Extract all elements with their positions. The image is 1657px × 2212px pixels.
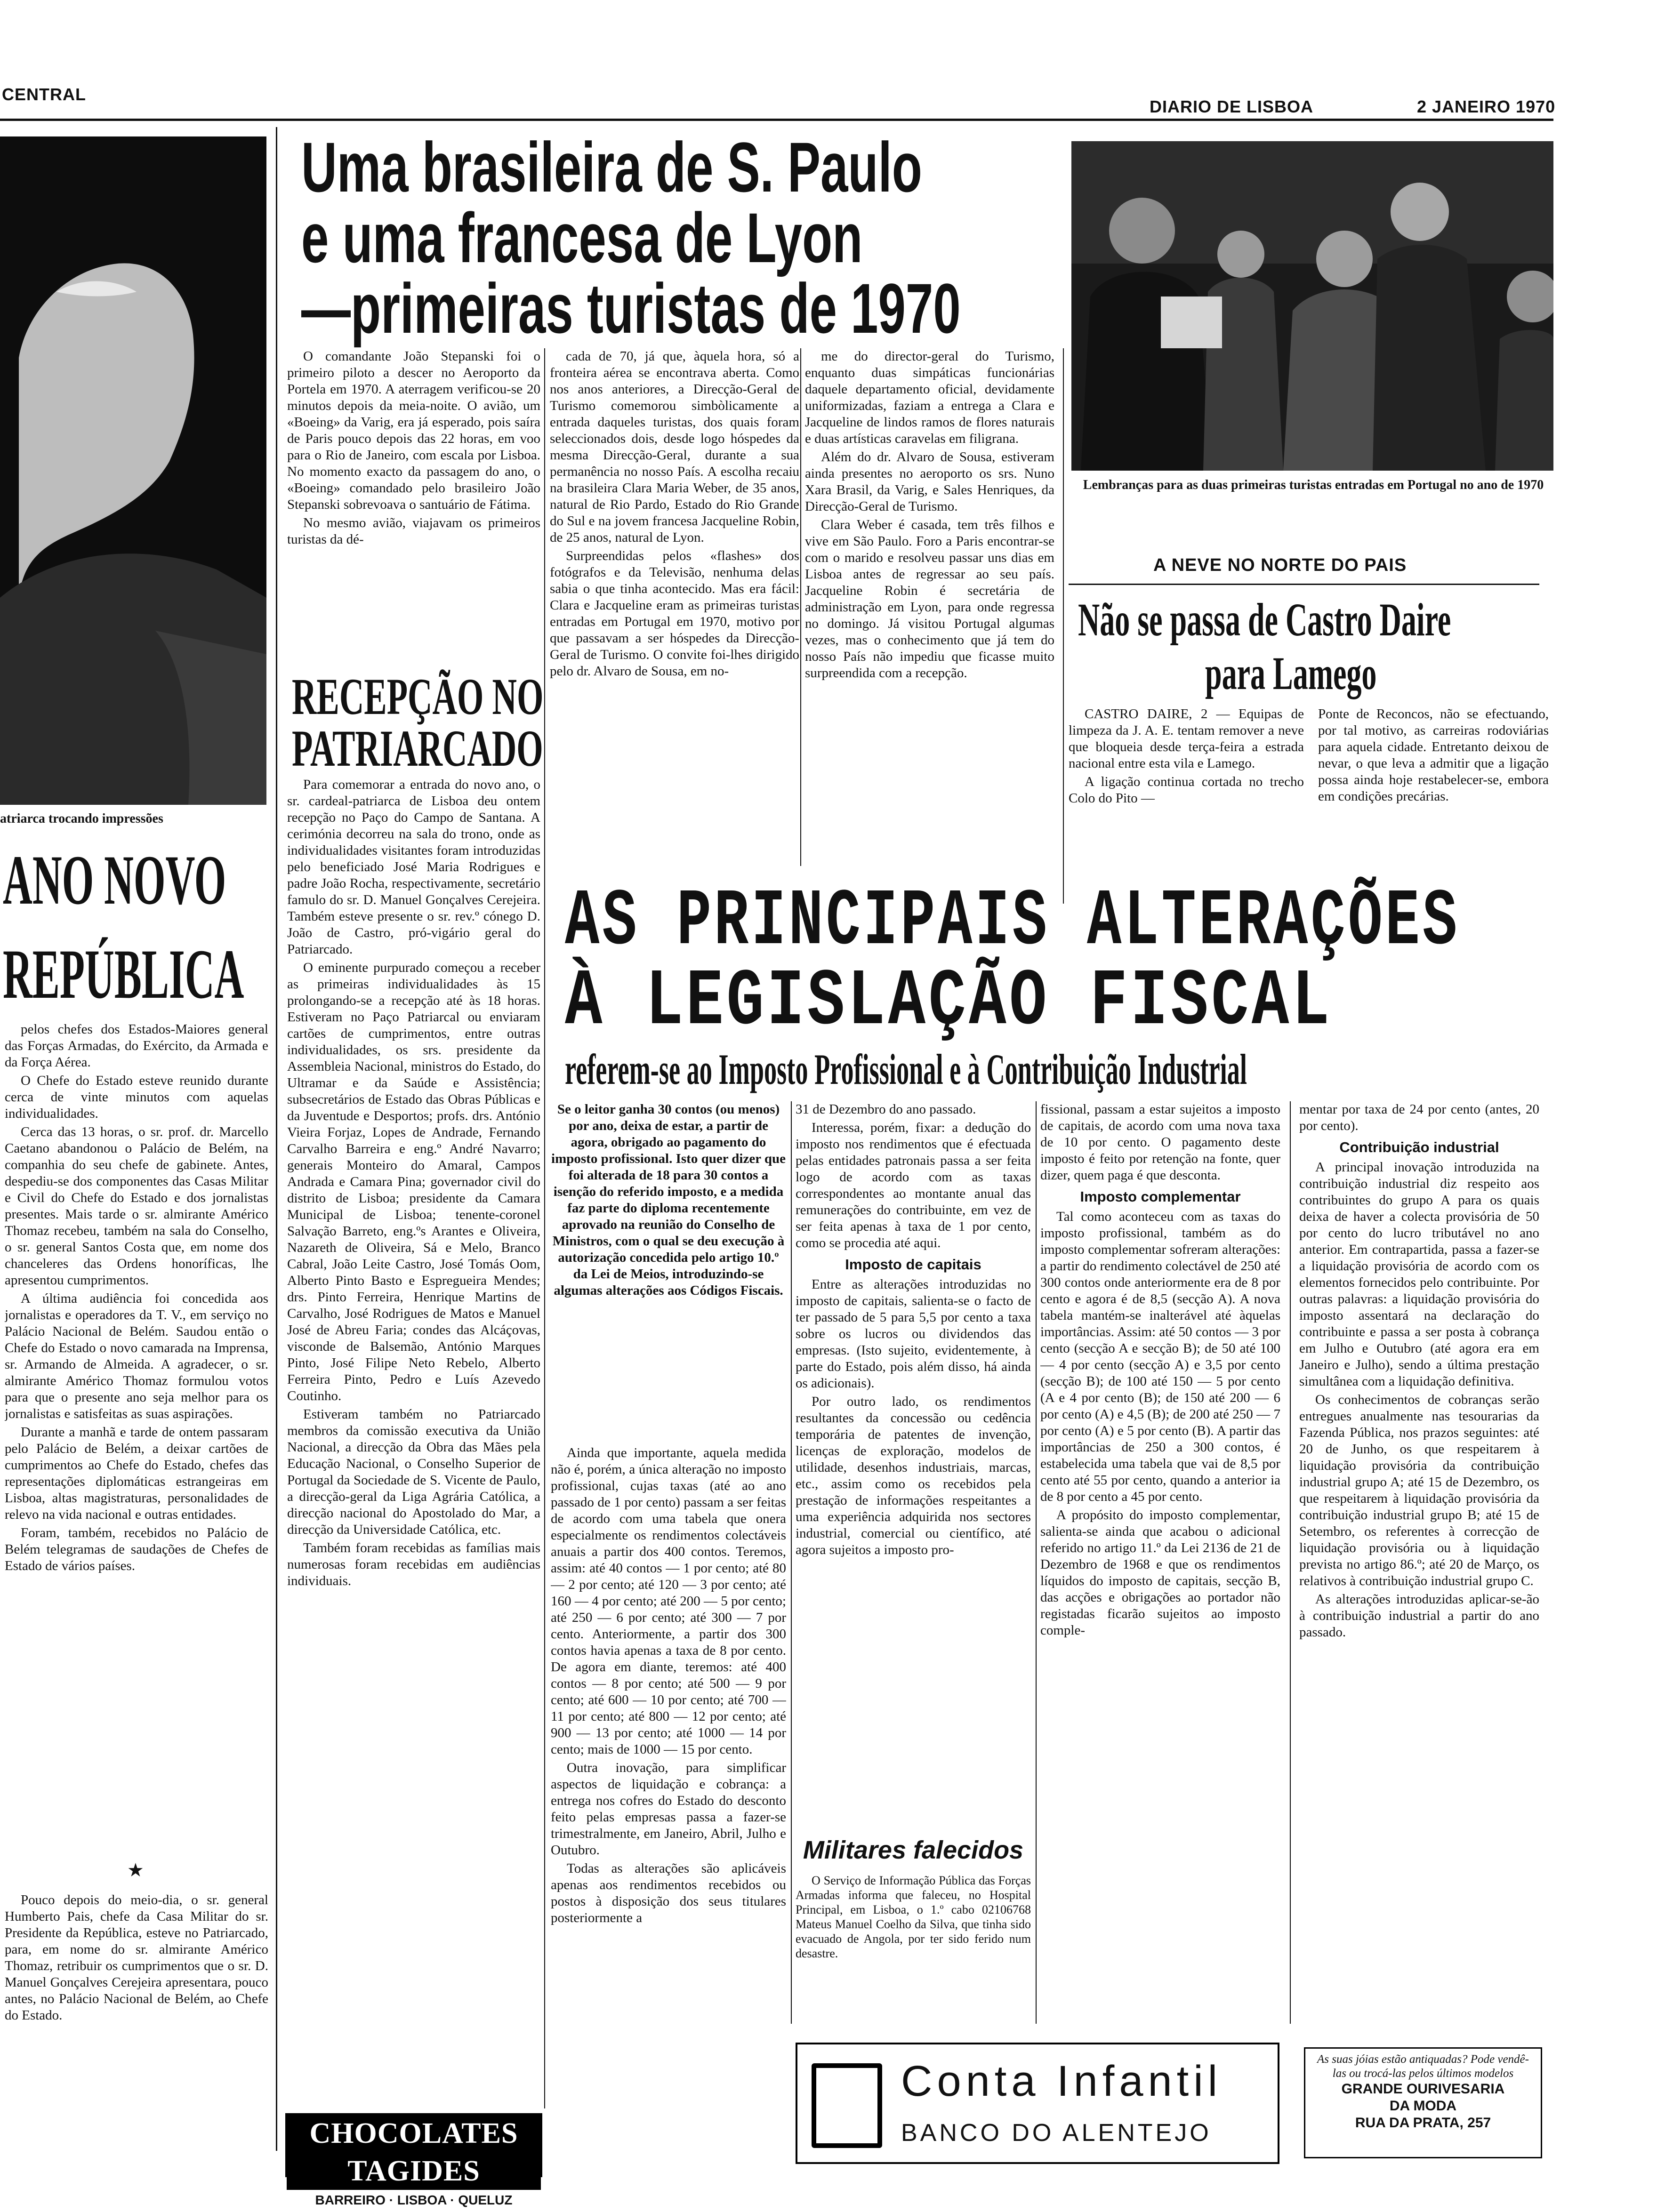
paragraph: Ponte de Reconcos, não se efectuando, por tal motivo, as carreiras rodoviárias para aquela cidade. Entretanto deixou de nevar, o que leva a admitir que a ligação possa ainda hoje restabelecer-se, embora em condições precárias. [1318,706,1549,804]
paragraph: O comandante João Stepanski foi o primeiro piloto a descer no Aeroporto da Portela em 1970. A aterragem verificou-se 20 minutos depois da meia-noite. O avião, um «Boeing» da Varig, era já esperado, pois saíra de Paris pouco depois das 22 horas, em voo para o Rio de Janeiro, com escala por Lisboa. No momento exacto da passagem do ano, o «Boeing» comandado pelo brasileiro João Stepanski sobrevoava o santuário de Fátima. [287,349,540,512]
paragraph: Entre as alterações introduzidas no imposto de capitais, salienta-se o facto de ter passado de 5 para 5,5 por cento a taxa sobre os lucros ou dividendos das empresas. (Isto sujeito, evidentemente, à parte do Estado, pois além disso, há ainda os adicionais). [796,1277,1031,1391]
fiscal-col-4 [1299,1101,1539,1986]
paragraph: O eminente purpurado começou a receber as primeiras individualidades às 15 prolongando-se a recepção até às 18 horas. Estiveram no Paço Patriarcal ou enviaram cartões de cumprimentos, entre outras individualidades, os srs. presidente da Assembleia Nacional, ministros do Estado, do Ultramar e da Saúde e Assistência; subsecretários de Estado das Obras Públicas e da Juventude e Desportos; profs. drs. António Vieira Forjaz, Lopes de Andrade, Fernando Carvalho Barreira e eng.º André Navarro; generais Monteiro do Amaral, Campos Andrada e Camara Pina; governador civil do distrito de Lisboa; presidente da Camara Municipal de Lisboa; tenente-coronel Salvação Barreto, eng.ºs Arantes e Oliveira, Nazareth de Oliveira, Sá e Melo, Branco Cabral, João Leite Castro, José Tomás Oom, Alberto Pinto Basto e Espregueira Mendes; drs. Pinto Ferreira, Henrique Martins de Carvalho, José Rodrigues de Matos e Manuel José de Abreu Faria; condes das Alcáçovas, visconde de Balsemão, António Marques Pinto, José Filipe Neto Rebelo, Alberto Ferreira Pinto, Pedro e Luís Azevedo Coutinho. [287,960,540,1403]
fiscal-lead [551,1101,786,1440]
paragraph: cada de 70, já que, àquela hora, só a fronteira aérea se encontrava aberta. Como nos anos anteriores, a Direcção-Geral de Turismo comemorou simbòlicamente a entrada daqueles turistas, dos quais foram seleccionados dois, desde logo hóspedes da mesma Direcção-Geral, durante a sua permanência no nosso País. A escolha recaiu na brasileira Clara Maria Weber, de 35 anos, natural de Rio Pardo, Estado do Rio Grande do Sul e na jovem francesa Jacqueline Robin, de 25 anos, natural de Lyon. [550,349,799,545]
section-label: CENTRAL [2,85,86,104]
banco-line-2: BANCO DO ALENTEJO [901,2119,1212,2147]
paragraph: As alterações introduzidas aplicar-se-ão à contribuição industrial a partir do ano passado. [1299,1592,1539,1640]
fiscal-headline-2: À LEGISLAÇÃO FISCAL [565,957,1333,1048]
paragraph: Foram, também, recebidos no Palácio de Belém telegramas de saudações de Chefes de Estado de vários países. [5,1525,268,1573]
column-rule [791,1101,792,2024]
tourists-photo-caption: Lembranças para as duas primeiras turistas entradas em Portugal no ano de 1970 [1083,478,1544,492]
militares-title: Militares falecidos [803,1836,1024,1864]
paragraph: Por outro lado, os rendimentos resultantes da concessão ou cedência temporária de patentes de invenção, licenças de exploração, modelos de utilidade, desenhos industriais, marcas, etc., assim como os recebidos pela prestação de informações respeitantes a uma experiência adquirida nos sectores industrial, comercial ou científico, até agora sujeitos a imposto pro- [796,1394,1031,1557]
paragraph: Durante a manhã e tarde de ontem passaram pelo Palácio de Belém, a deixar cartões de cumprimentos ao Chefe do Estado, chefes das representações diplomáticas estrangeiras em Lisboa, altas magistraturas, personalidades de relevo na vida nacional e outras entidades. [5,1425,268,1522]
column-rule [1063,348,1064,904]
chocolates-ad [285,2113,542,2207]
paragraph: Surpreendidas pelos «flashes» dos fotógrafos e da Televisão, nenhuma delas sabia o que tinha acontecido. Mas era fácil: Clara e Jacqueline eram as primeiras turistas entradas em Portugal em 1970, motivo por que passavam a ser hóspedes da Direcção-Geral de Turismo. O convite foi-lhes dirigido pelo dr. Alvaro de Sousa, em no- [550,548,799,679]
paragraph: A propósito do imposto complementar, salienta-se ainda que acabou o adicional referido no artigo 11.º da Lei 2136 de 21 de Dezembro de 1968 e que os rendimentos líquidos do imposto de capitais, secção B, das acções e obrigações ao portador não registadas ficarão sujeitos ao imposto comple- [1040,1507,1280,1638]
paragraph: A ligação continua cortada no trecho Colo do Pito — [1069,774,1304,806]
photo-caption-left: atriarca trocando impressões [0,811,163,826]
left-story-text [5,1021,268,1854]
left-story-text-2 [5,1892,268,2118]
complementar-subtitle: Imposto complementar [1080,1188,1241,1205]
column-rule [800,348,801,866]
tourists-headline [301,128,1064,348]
paragraph: A principal inovação introduzida na contribuição industrial diz respeito aos contribuintes do grupo A para os quais deixa de haver a colecta provisória de 50 por cento do lucro tributável no ano anterior. Em contrapartida, passa a fazer-se a liquidação provisória de acordo com os elementos fornecidos pelo contribuinte. Por outras palavras: a liquidação provisória do imposto assentará na declaração do contribuinte e passa a ser posta à cobrança em Julho e Outubro (até agora era em Janeiro e Julho), sendo a última prestação simultânea com a liquidação definitiva. [1299,1160,1539,1389]
neve-col-2 [1318,706,1549,904]
paragraph: Para comemorar a entrada do novo ano, o sr. cardeal-patriarca de Lisboa deu ontem recepção no Paço do Campo de Santana. A cerimónia decorreu na sala do trono, onde as individualidades visitantes foram introduzidas pelo beneficiado José Maria Rodrigues e padre João Rocha, respectivamente, secretário famulo do sr. D. Manuel Gonçalves Cerejeira. Também esteve presente o sr. rev.º cónego D. João de Castro, pró-vigário geral do Patriarcado. [287,777,540,957]
paragraph: Clara Weber é casada, tem três filhos e vive em São Paulo. Foro a Paris encontrar-se com o marido e resolveu passar uns dias em Lisboa antes de regressar ao seu país. Jacqueline Robin é secretária de administração em Lyon, para onde regressa no domingo. Já visitou Portugal algumas vezes, mas o conhecimento que já tem do nosso País não impediu que ficasse muito surpreendida com a recepção. [805,517,1054,681]
paragraph: CASTRO DAIRE, 2 — Equipas de limpeza da J. A. E. tentam remover a neve que bloqueia desde terça-feira a estrada nacional entre esta vila e Lamego. [1069,706,1304,771]
paragraph: Se o leitor ganha 30 contos (ou menos) por ano, deixa de estar, a partir de agora, obrigado ao pagamento do imposto profissional. Isto quer dizer que foi alterada de 18 para 30 contos a isenção do referido imposto, e a medida faz parte do diploma recentemente aprovado na reunião do Conselho de Ministros, com o qual se deu execução à autorização concedida pelo artigo 10.º da Lei de Meios, introduzindo-se algumas alterações aos Códigos Fiscais. [551,1102,786,1298]
fiscal-headline-1: AS PRINCIPAIS ALTERAÇÕES [565,877,1460,968]
column-rule [1290,1101,1291,2024]
ourivesaria-teaser: As suas jóias estão antiquadas? Pode vendê-las ou trocá-las pelos últimos modelos [1317,2053,1529,2080]
tourists-photo [1071,141,1553,471]
chocolates-name: CHOCOLATES TAGIDES [287,2115,541,2190]
neve-col-1 [1069,706,1304,904]
paragraph: Cerca das 13 horas, o sr. prof. dr. Marcello Caetano abandonou o Palácio de Belém, na companhia do seu chefe de gabinete. Antes, despediu-se dos componentes das Casas Militar e Civil do Chefe do Estado e dos jornalistas presentes. Mais tarde o sr. almirante Américo Thomaz recebeu, também na sala do Conselho, o sr. general Santos Costa que, em nome dos chanceleres das Ordens honoríficas, lhe apresentou cumprimentos. [5,1124,268,1288]
paragraph: Outra inovação, para simplificar aspectos de liquidação e cobrança: a entrega nos cofres do Estado do desconto feito pelas empresas passa a fazer-se trimestralmente, em Janeiro, Abril, Julho e Outubro. [551,1760,786,1858]
paragraph: Interessa, porém, fixar: a dedução do imposto nos rendimentos que é efectuada pelas entidades patronais passa a ser feita logo de acordo com as taxas correspondentes ao montante anual das remunerações do contribuinte, em vez de ser feita apenas à taxa de 1 por cento, como se procedia até aqui. [796,1120,1031,1250]
fiscal-col-3 [1040,1101,1280,2024]
headline-ano-novo: ANO NOVO [3,841,226,919]
tourists-col-2 [550,348,799,866]
ourivesaria-name-1: GRANDE OURIVESARIA [1341,2081,1505,2097]
newspaper-name: DIARIO DE LISBOA [1150,97,1314,116]
patriarcado-text [287,777,540,2104]
paragraph: O Serviço de Informação Pública das Forças Armadas informa que faleceu, no Hospital Principal, em Lisboa, o 1.º cabo 02106768 Mateus Manuel Coelho da Silva, que tinha sido evacuado de Angola, por ter sido ferido num desastre. [796,1874,1031,1960]
paragraph: Pouco depois do meio-dia, o sr. general Humberto Pais, chefe da Casa Militar do sr. Presidente da República, esteve no Patriarcado, para, em nome do sr. almirante Américo Thomaz, retribuir os cumprimentos que o sr. D. Manuel Gonçalves Cerejeira apresentara, pouco antes, no Palácio Nacional de Belém, ao Chefe do Estado. [5,1892,268,2023]
headline-line: e uma francesa de Lyon [301,198,863,277]
neve-headline-2: para Lamego [1205,647,1377,699]
paragraph: Ainda que importante, aquela medida não é, porém, a única alteração no imposto profissional, cujas taxas (até ao ano passado de 1 por cento) passam a ser feitas de acordo com uma tabela que onera especialmente os rendimentos colectáveis anuais a partir dos 400 contos. Teremos, assim: até 40 contos — 1 por cento; até 80 — 2 por cento; até 120 — 3 por cento; até 160 — 4 por cento; até 200 — 5 por cento; até 250 — 6 por cento; até 300 — 7 por cento. Anteriormente, a partir dos 300 contos havia apenas a taxa de 8 por cento. De agora em diante, teremos: até 400 contos — 8 por cento; até 500 — 9 por cento; até 600 — 10 por cento; até 700 — 11 por cento; até 800 — 12 por cento; até 900 — 13 por cento; até 1000 — 14 por cento; mais de 1000 — 15 por cento. [551,1445,786,1757]
paragraph: Tal como aconteceu com as taxas do imposto profissional, também as do imposto complementar sofreram alterações: a partir do rendimento colectável de 250 até 300 contos onde anteriormente era de 8 por cento e agora é de 8,5 (secção A). A nova tabela mantém-se inalterável até àquelas importâncias. Assim: até 50 contos — 3 por cento (secção A e secção B); de 50 até 100 — 4 por cento (secção A) e 3,5 por cento (secção B); de 100 até 150 — 5 por cento (A e 4 por cento (B); de 150 até 200 — 6 por cento (A) e 4,5 (B); de 200 até 250 — 7 por cento (A) e 5 por cento (B). A partir das importâncias de 250 a 300 contos, é estabelecida uma tabela que vai de 8,5 por cento até 55 por cento, quando a anterior ia de 8 por cento a 45 por cento. [1040,1209,1280,1504]
tourists-col-1 [287,348,540,654]
ourivesaria-ad [1304,2047,1542,2158]
neve-kicker: A NEVE NO NORTE DO PAIS [1153,555,1407,575]
issue-date: 2 JANEIRO 1970 [1417,97,1556,116]
headline-line: —primeiras turistas de 1970 [301,269,961,348]
paragraph: A última audiência foi concedida aos jornalistas e operadores da T. V., em serviço no Palácio Nacional de Belém. Saudou então o Chefe do Estado o novo camarada na Imprensa, sr. Armando de Almeida. A agradecer, o sr. almirante Américo Thomaz formulou votos para que o presente ano seja melhor para os jornalistas e satisfeitas as suas aspirações. [5,1291,268,1421]
paragraph: No mesmo avião, viajavam os primeiros turistas da dé- [287,515,540,547]
militares-text [796,1873,1031,2033]
column-rule [544,348,545,2108]
paragraph: fissional, passam a estar sujeitos a imposto de capitais, de acordo com uma nova taxa de 10 por cento. O pagamento deste imposto é feito por retenção na fonte, quer dizer, quem paga é que desconta. [1040,1102,1280,1183]
paragraph: Também foram recebidas as famílias mais numerosas foram recebidas em audiências individuais. [287,1540,540,1588]
column-rule [276,127,277,2151]
fiscal-subhead: referem-se ao Imposto Profissional e à Contribuição Industrial [565,1045,1247,1093]
paragraph: me do director-geral do Turismo, enquanto duas simpáticas funcionárias daquele departamento oficial, devidamente uniformizadas, faziam a entrega a Clara e Jacqueline de lindos ramos de flores naturais e duas artísticas caravelas em filigrana. [805,349,1054,446]
neve-headline-1: Não se passa de Castro Daire [1078,593,1451,646]
column-rule [1036,1101,1037,2024]
star-separator: ★ [127,1859,144,1881]
paragraph: Os conhecimentos de cobranças serão entregues anualmente nas tesourarias da Fazenda Pública, nos prazos seguintes: até 20 de Junho, os que respeitarem à liquidação provisória da contribuição industrial grupo A; até 15 de Dezembro, os que respeitarem à liquidação provisória da contribuição industrial grupo B; até 15 de Setembro, os referentes à correcção de liquidação provisória ou à liquidação prevista no artigo 86.º; até 20 de Março, os relativos à contribuição industrial grupo C. [1299,1392,1539,1588]
tourists-col-3 [805,348,1054,866]
paragraph: O Chefe do Estado esteve reunido durante cerca de vinte minutos com aquelas individualidades. [5,1073,268,1121]
ourivesaria-address: RUA DA PRATA, 257 [1355,2115,1491,2131]
banco-line-1: Conta Infantil [901,2057,1223,2105]
patriarch-photo [0,136,266,805]
fiscal-col-1 [551,1445,786,2179]
headline-patriarcado: PATRIARCADO [292,720,543,777]
fiscal-col-2 [796,1101,1031,1835]
banco-logo [812,2063,882,2148]
masthead-rule [0,119,1553,121]
paragraph: mentar por taxa de 24 por cento (antes, 20 por cento). [1299,1102,1539,1133]
chocolates-places: BARREIRO · LISBOA · QUELUZ [315,2193,513,2207]
paragraph: Todas as alterações são aplicáveis apenas aos rendimentos recebidos ou postos à disposição dos seus titulares posteriormente a [551,1861,786,1925]
kicker-rule [1069,584,1539,585]
paragraph: 31 de Dezembro do ano passado. [796,1102,976,1117]
headline-recepcao: RECEPÇÃO NO [292,668,544,725]
banco-ad [796,2043,1279,2164]
paragraph: Além do dr. Alvaro de Sousa, estiveram ainda presentes no aeroporto os srs. Nuno Xara Brasil, da Varig, e Sales Henriques, da Direcção-Geral de Turismo. [805,449,1054,514]
paragraph: pelos chefes dos Estados-Maiores general das Forças Armadas, do Exército, da Armada e da Força Aérea. [5,1022,268,1070]
industrial-subtitle: Contribuição industrial [1339,1139,1499,1155]
capitais-subtitle: Imposto de capitais [845,1256,981,1273]
headline-line: Uma brasileira de S. Paulo [301,128,922,207]
ourivesaria-name-2: DA MODA [1389,2098,1457,2114]
paragraph: Estiveram também no Patriarcado membros da comissão executiva da União Nacional, a direcção da Obra das Mães pela Educação Nacional, o Conselho Superior de Portugal da Sociedade de S. Vicente de Paulo, a direcção-geral da Liga Agrária Católica, a direcção nacional do Apostolado do Mar, a direcção da Universidade Católica, etc. [287,1407,540,1537]
headline-republica: REPÚBLICA [3,935,244,1013]
